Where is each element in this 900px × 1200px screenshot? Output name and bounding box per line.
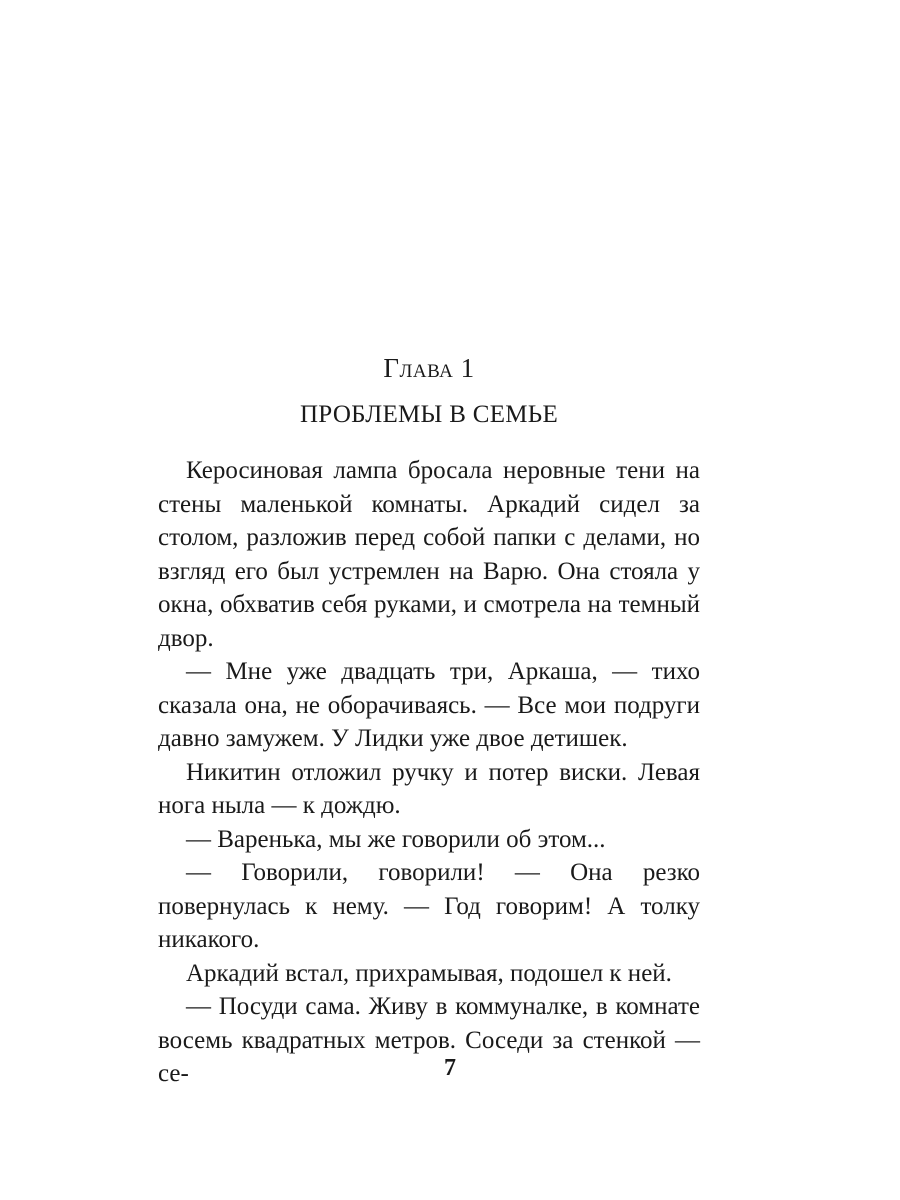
paragraph: — Говорили, говорили! — Она резко повернулась к нему. — Год говорим! А толку никакого. bbox=[158, 859, 700, 953]
chapter-number: 1 bbox=[460, 353, 475, 383]
chapter-label bbox=[158, 350, 700, 386]
paragraph: — Посуди сама. Живу в коммуналке, в комнате восемь квадратных метров. Соседи за стенкой — се- bbox=[158, 993, 700, 1087]
paragraph: — Мне уже двадцать три, Аркаша, — тихо сказала она, не оборачиваясь. — Все мои подруги давно замужем. У Лидки уже двое детишек. bbox=[158, 658, 700, 752]
paragraph: Аркадий встал, прихрамывая, подошел к ней. bbox=[186, 959, 672, 987]
paragraph: — Варенька, мы же говорили об этом... bbox=[186, 825, 606, 853]
chapter-label-first: Г bbox=[383, 353, 400, 383]
body-text bbox=[158, 454, 700, 1091]
paragraph: Керосиновая лампа бросала неровные тени на стены маленькой комнаты. Аркадий сидел за столом, разложив перед собой папки с делами, но взгляд его был устремлен на Варю. Она стояла у окна, обхватив себя руками, и смотрела на темный двор. bbox=[158, 457, 700, 652]
page-content bbox=[158, 350, 700, 1091]
chapter-title: ПРОБЛЕМЫ В СЕМЬЕ bbox=[299, 401, 559, 428]
chapter-label-rest: лава bbox=[399, 353, 454, 383]
paragraph: Никитин отложил ручку и потер виски. Левая нога ныла — к дождю. bbox=[158, 758, 700, 819]
page-number: 7 bbox=[444, 1055, 456, 1081]
